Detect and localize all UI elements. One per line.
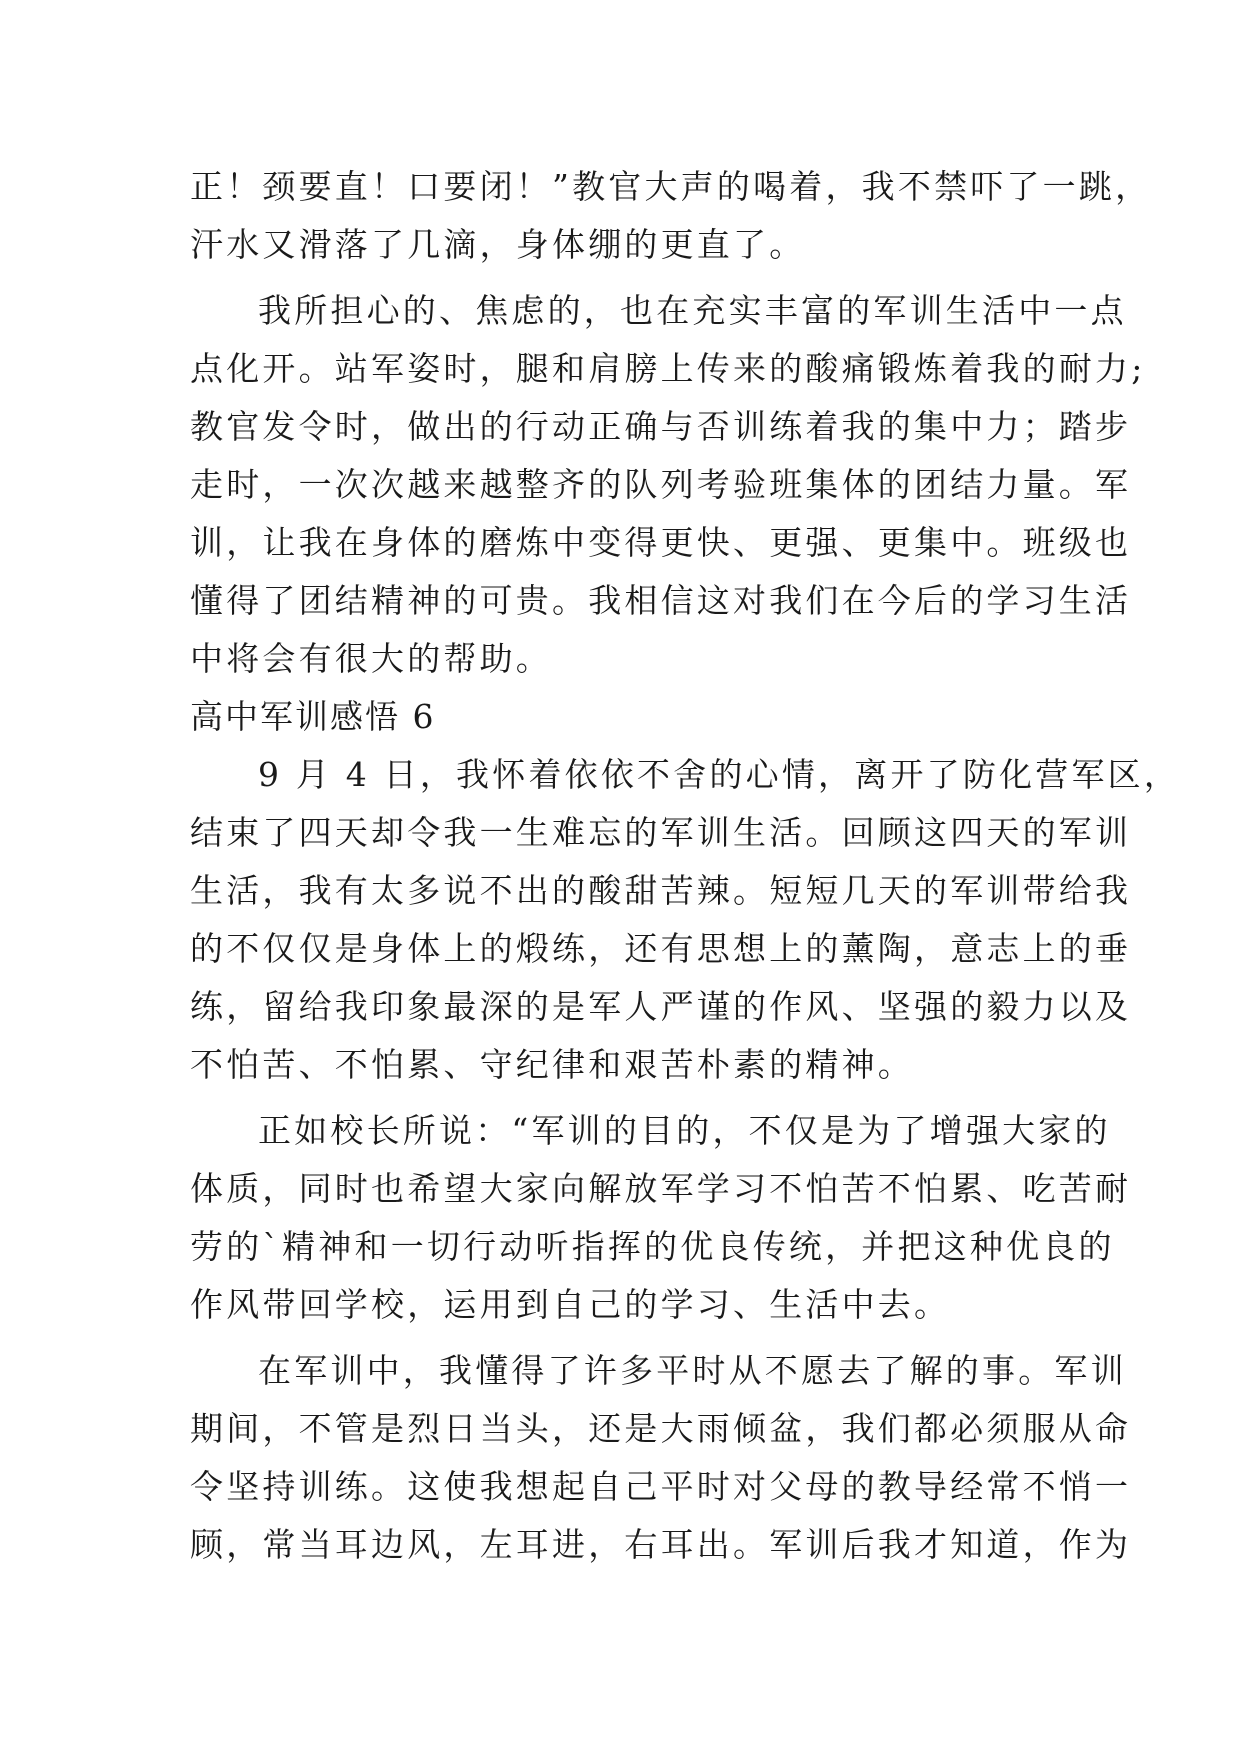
text-line: 点化开。站军姿时，腿和肩膀上传来的酸痛锻炼着我的耐力; [190,349,1146,388]
text-line: 生活，我有太多说不出的酸甜苦辣。短短几天的军训带给我 [190,871,1132,910]
text-line: 懂得了团结精神的可贵。我相信这对我们在今后的学习生活 [190,581,1132,620]
text-line: 中将会有很大的帮助。 [190,639,552,678]
text-line: 体质，同时也希望大家向解放军学习不怕苦不怕累、吃苦耐 [190,1169,1132,1208]
text-line: 令坚持训练。这使我想起自己平时对父母的教导经常不悄一 [190,1467,1132,1506]
text-line: 顾，常当耳边风，左耳进，右耳出。军训后我才知道，作为 [190,1525,1132,1564]
section-heading [190,688,1052,746]
paragraph [190,1102,1132,1334]
text-line: 结束了四天却令我一生难忘的军训生活。回顾这四天的军训 [190,813,1132,852]
text-line: 劳的`精神和一切行动听指挥的优良传统，并把这种优良的 [190,1227,1115,1266]
text-line: 9 月 4 日，我怀着依依不舍的心情，离开了防化营军区， [258,755,1181,794]
text-line: 期间，不管是烈日当头，还是大雨倾盆，我们都必须服从命 [190,1409,1132,1448]
text-line: 不怕苦、不怕累、守纪律和艰苦朴素的精神。 [190,1045,914,1084]
text-line: 汗水又滑落了几滴，身体绷的更直了。 [190,225,806,264]
text-line: 在军训中，我懂得了许多平时从不愿去了解的事。军训 [258,1351,1127,1390]
paragraph [190,746,1181,1094]
paragraph [190,1342,1132,1574]
heading-text: 高中军训感悟 6 [190,697,436,736]
document-page [190,158,1181,1574]
text-line: 走时，一次次越来越整齐的队列考验班集体的团结力量。军 [190,465,1132,504]
text-line: 练，留给我印象最深的是军人严谨的作风、坚强的毅力以及 [190,987,1132,1026]
text-line: 教官发令时，做出的行动正确与否训练着我的集中力；踏步 [190,407,1132,446]
text-line: 作风带回学校，运用到自己的学习、生活中去。 [190,1285,951,1324]
paragraph-continuation [190,158,1152,274]
text-line: 正如校长所说：“军训的目的，不仅是为了增强大家的 [258,1111,1111,1150]
text-line: 的不仅仅是身体上的煅练，还有思想上的薰陶，意志上的垂 [190,929,1132,968]
text-line: 正！颈要直！口要闭！”教官大声的喝着，我不禁吓了一跳， [190,167,1152,206]
text-line: 我所担心的、焦虑的，也在充实丰富的军训生活中一点 [258,291,1127,330]
text-line: 训，让我在身体的磨炼中变得更快、更强、更集中。班级也 [190,523,1132,562]
paragraph [190,282,1146,688]
